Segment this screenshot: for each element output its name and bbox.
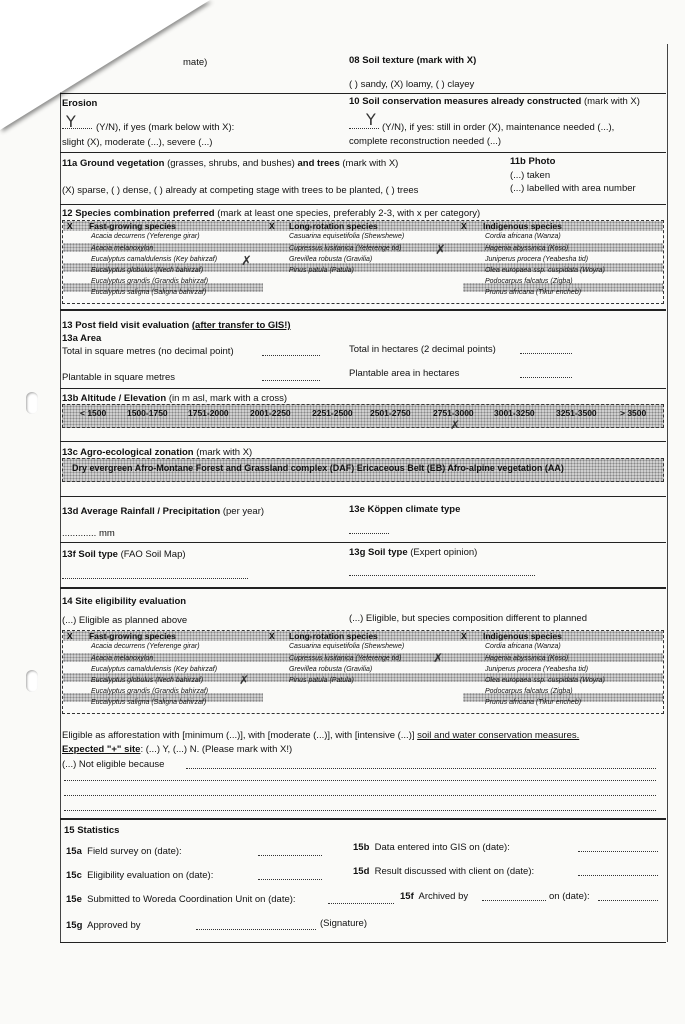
species-item: Podocarpus falcatus (Zigba) <box>485 688 573 695</box>
s13f-title: 13f Soil type (FAO Soil Map) <box>62 549 186 560</box>
not-eligible-reason-line[interactable] <box>64 810 656 811</box>
species-item: Eucalyptus camaldulensis (Key bahirzaf) <box>91 666 218 673</box>
s15f-input[interactable] <box>482 900 546 901</box>
altitude-option[interactable]: 3001-3250 <box>494 408 535 418</box>
species-item: Casuarina equisetifolia (Shewshewe) <box>289 233 405 240</box>
altitude-option[interactable]: < 1500 <box>80 408 107 418</box>
s14-opt-eligible-different[interactable]: (...) Eligible, but species composition different to planned <box>349 613 587 624</box>
species-item: Podocarpus falcatus (Zigba) <box>485 278 573 285</box>
divider <box>60 542 666 543</box>
s10-yn-handwritten: Y <box>366 110 376 129</box>
s13a-sqm-input[interactable] <box>262 355 320 356</box>
species-item: Eucalyptus globulus (Nech bahirzaf) <box>91 677 204 684</box>
s15g-input[interactable] <box>196 929 316 930</box>
s13a-ha-input[interactable] <box>520 353 572 354</box>
species-item: Cordia africana (Wanza) <box>485 233 561 240</box>
species-item: Eucalyptus saligna (Saligna bahirzaf) <box>91 699 207 706</box>
s15e-input[interactable] <box>328 903 394 904</box>
altitude-option[interactable]: 2251-2500 <box>312 408 353 418</box>
s13-title: 13 Post field visit evaluation (after transfer to GIS!) <box>62 320 291 331</box>
s13g-title: 13g Soil type (Expert opinion) <box>349 547 478 558</box>
s13c-title: 13c Agro-ecological zonation (mark with X) <box>62 447 253 458</box>
s10-title: 10 Soil conservation measures already constructed (mark with X) <box>349 96 640 107</box>
species-table-14 <box>62 630 664 714</box>
s11b-title: 11b Photo <box>510 156 556 167</box>
altitude-option[interactable]: 2751-3000 <box>433 408 474 418</box>
s13a-ha-label: Total in hectares (2 decimal points) <box>349 344 496 355</box>
s10-yn-label: (Y/N), if yes: still in order (X), maintenance needed (...), <box>382 122 615 133</box>
handwritten-x-mark: ✗ <box>239 673 250 687</box>
species-item: Juniperus procera (Yeabesha tid) <box>485 666 589 673</box>
species-item: Eucalyptus camaldulensis (Key bahirzaf) <box>91 256 218 263</box>
altitude-option[interactable]: 2001-2250 <box>250 408 291 418</box>
s15d-input[interactable] <box>578 875 658 876</box>
ind-x-header: X <box>461 221 467 231</box>
divider <box>60 388 666 389</box>
fast-x-header: X <box>67 631 73 641</box>
handwritten-x-mark: ✗ <box>450 418 461 432</box>
s13f-input[interactable] <box>62 578 248 579</box>
species-item: Acacia melanoxylon <box>91 245 154 252</box>
not-eligible-reason-line[interactable] <box>64 795 656 796</box>
s15f-on: on (date): <box>549 891 590 902</box>
divider <box>60 818 666 820</box>
s14-opt-eligible[interactable]: (...) Eligible as planned above <box>62 615 188 626</box>
s14-expected: Expected "+" site: (...) Y, (...) N. (Please mark with X!) <box>62 744 293 755</box>
species-item: Acacia decurrens (Yeferenge girar) <box>91 233 200 240</box>
divider <box>60 152 666 153</box>
species-item: Cupressus lusitanica (Yeferenge tid) <box>289 245 402 252</box>
s13a-pha-input[interactable] <box>520 377 572 378</box>
species-item: Hagenia abyssinica (Koso) <box>485 655 569 662</box>
s13a-psqm-input[interactable] <box>262 380 320 381</box>
s13e-input[interactable] <box>349 533 389 534</box>
handwritten-x-mark: ✗ <box>435 243 446 258</box>
altitude-option[interactable]: 3251-3500 <box>556 408 597 418</box>
punch-hole <box>26 392 38 414</box>
s09-severity: slight (X), moderate (...), severe (...) <box>62 137 213 148</box>
divider <box>60 204 666 205</box>
s08-title: 08 Soil texture (mark with X) <box>349 55 477 66</box>
long-header: Long-rotation species <box>289 631 378 641</box>
altitude-option[interactable]: 1500-1750 <box>127 408 168 418</box>
s10-yn-line <box>349 128 379 129</box>
species-item: Grevillea robusta (Gravilia) <box>289 256 373 263</box>
species-item: Olea europaea ssp. cuspidata (Woyra) <box>485 267 605 274</box>
s14-not-eligible[interactable]: (...) Not eligible because <box>62 759 165 770</box>
s09-yn-handwritten: Y <box>66 112 76 131</box>
species-item: Grevillea robusta (Gravilia) <box>289 666 373 673</box>
altitude-option[interactable]: 2501-2750 <box>370 408 411 418</box>
fast-x-header: X <box>67 221 73 231</box>
ind-header: Indigenous species <box>483 221 562 231</box>
species-item: Pinus patula (Patula) <box>289 677 354 684</box>
s15-title: 15 Statistics <box>64 825 120 836</box>
s11b-labelled: (...) labelled with area number <box>510 183 636 194</box>
altitude-option[interactable]: > 3500 <box>620 408 647 418</box>
s15d: 15d Result discussed with client on (date): <box>353 866 535 877</box>
divider <box>60 587 666 589</box>
s11a-options: (X) sparse, ( ) dense, ( ) already at competing stage with trees to be planted, ( ) trees <box>62 185 419 196</box>
form-border <box>60 44 668 942</box>
s14-afforestation: Eligible as afforestation with [minimum (...)], with [moderate (...)], with [intensive (...)] soil and water conservation measures. <box>62 730 580 741</box>
divider <box>60 496 666 497</box>
agro-zone-options[interactable]: Dry evergreen Afro-Montane Forest and Grassland complex (DAF) Ericaceous Belt (EB) Afro-alpine vegetation (AA) <box>72 463 564 473</box>
species-item: Eucalyptus grandis (Grandis bahirzaf) <box>91 688 209 695</box>
species-item: Prunus africana (Tikur encheb) <box>485 289 582 296</box>
species-item: Cordia africana (Wanza) <box>485 643 561 650</box>
species-item: Eucalyptus grandis (Grandis bahirzaf) <box>91 278 209 285</box>
s15c: 15c Eligibility evaluation on (date): <box>66 870 214 881</box>
species-item: Casuarina equisetifolia (Shewshewe) <box>289 643 405 650</box>
species-item: Prunus africana (Tikur encheb) <box>485 699 582 706</box>
species-item: Pinus patula (Patula) <box>289 267 354 274</box>
s13a-title: 13a Area <box>62 333 102 344</box>
ind-header: Indigenous species <box>483 631 562 641</box>
s15c-input[interactable] <box>258 879 322 880</box>
not-eligible-reason-line[interactable] <box>186 768 656 769</box>
fast-header: Fast-growing species <box>89 221 176 231</box>
species-table-12 <box>62 220 664 304</box>
s13e-title: 13e Köppen climate type <box>349 504 461 515</box>
handwritten-x-mark: ✗ <box>433 651 444 665</box>
s09-title: Erosion <box>62 98 98 109</box>
ind-x-header: X <box>461 631 467 641</box>
punch-hole <box>26 670 38 692</box>
s15b: 15b Data entered into GIS on (date): <box>353 842 510 853</box>
s14-title: 14 Site eligibility evaluation <box>62 596 187 607</box>
s11b-taken: (...) taken <box>510 170 551 181</box>
s15g: 15g Approved by <box>66 920 141 931</box>
divider <box>60 309 666 311</box>
altitude-option[interactable]: 1751-2000 <box>188 408 229 418</box>
divider <box>60 942 666 943</box>
s12-title: 12 Species combination preferred (mark at least one species, preferably 2-3, with x per category) <box>62 208 481 219</box>
s15a: 15a Field survey on (date): <box>66 846 182 857</box>
s15f: 15f Archived by <box>400 891 469 902</box>
s09-yn-label: (Y/N), if yes (mark below with X): <box>96 122 235 133</box>
s13a-pha-label: Plantable area in hectares <box>349 368 460 379</box>
long-x-header: X <box>269 221 275 231</box>
s13d-input[interactable]: ............. mm <box>62 528 115 539</box>
s13b-title: 13b Altitude / Elevation (in m asl, mark with a cross) <box>62 393 288 404</box>
species-item: Acacia decurrens (Yeferenge girar) <box>91 643 200 650</box>
species-item: Acacia melanoxylon <box>91 655 154 662</box>
species-item: Hagenia abyssinica (Koso) <box>485 245 569 252</box>
s15e: 15e Submitted to Woreda Coordination Unit on (date): <box>66 894 296 905</box>
not-eligible-reason-line[interactable] <box>64 780 656 781</box>
fast-header: Fast-growing species <box>89 631 176 641</box>
handwritten-x-mark: ✗ <box>241 254 252 269</box>
species-item: Olea europaea ssp. cuspidata (Woyra) <box>485 677 605 684</box>
species-item: Cupressus lusitanica (Yeferenge tid) <box>289 655 402 662</box>
s15b-input[interactable] <box>578 851 658 852</box>
s10-line2: complete reconstruction needed (...) <box>349 136 502 147</box>
s15a-input[interactable] <box>258 855 322 856</box>
species-item: Eucalyptus globulus (Nech bahirzaf) <box>91 267 204 274</box>
s11a-title: 11a Ground vegetation (grasses, shrubs, and bushes) and trees (mark with X) <box>62 158 399 169</box>
s08-options: ( ) sandy, (X) loamy, ( ) clayey <box>349 79 475 90</box>
s13g-input[interactable] <box>349 575 535 576</box>
s13a-sqm-label: Total in square metres (no decimal point) <box>62 346 234 357</box>
divider <box>60 441 666 442</box>
prev-field-fragment: mate) <box>183 57 208 68</box>
s13a-psqm-label: Plantable in square metres <box>62 372 176 383</box>
s15g-signature: (Signature) <box>320 918 367 929</box>
s13d-title: 13d Average Rainfall / Precipitation (per year) <box>62 506 265 517</box>
long-header: Long-rotation species <box>289 221 378 231</box>
species-item: Juniperus procera (Yeabesha tid) <box>485 256 589 263</box>
long-x-header: X <box>269 631 275 641</box>
folded-corner <box>0 0 210 130</box>
species-item: Eucalyptus saligna (Saligna bahirzaf) <box>91 289 207 296</box>
s15f-date-input[interactable] <box>598 900 658 901</box>
